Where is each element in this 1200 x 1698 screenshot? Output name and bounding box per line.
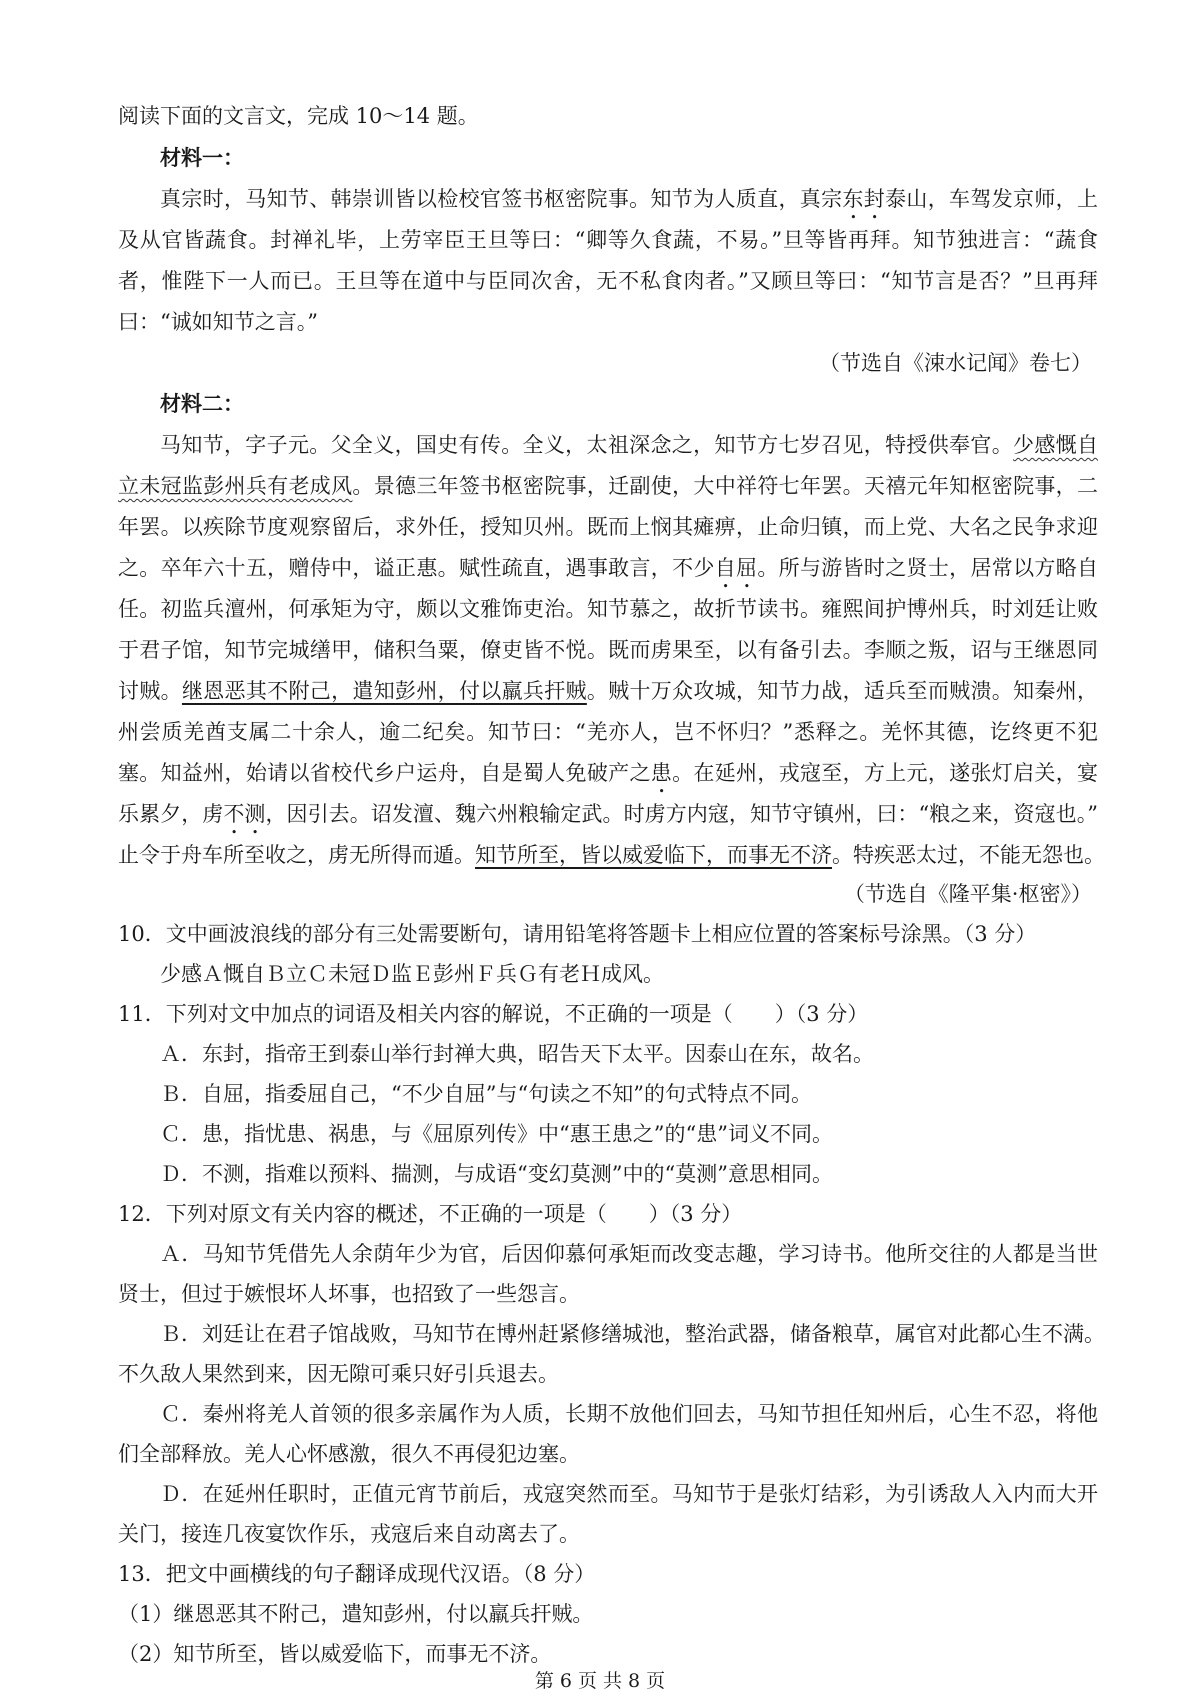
question-12-option-b-line-2: 不久敌人果然到来，因无隙可乘只好引兵退去。 <box>118 1362 559 1386</box>
question-13-sentence-2: （2）知节所至，皆以威爱临下，而事无不济。 <box>118 1642 552 1666</box>
question-11-option-a: Ａ．东封，指帝王到泰山举行封禅大典，昭告天下太平。因泰山在东，故名。 <box>160 1042 874 1066</box>
question-11-option-c: Ｃ．患，指忧患、祸患，与《屈原列传》中“惠王患之”的“患”词义不同。 <box>160 1122 833 1146</box>
material-two-source: （节选自《隆平集·枢密》） <box>843 882 1092 906</box>
material-one-line-2: 及从官皆蔬食。封禅礼毕，上劳宰臣王旦等曰：“卿等久食蔬，不易。”旦等皆再拜。知节独进言：“蔬食 <box>118 228 1098 252</box>
material-two-line-5: 任。初监兵澶州，何承矩为守，颇以文雅饰吏治。知节慕之，故折节读书。雍熙间护博州兵，时刘廷让败 <box>118 597 1098 621</box>
question-11-option-d: Ｄ．不测，指难以预料、揣测，与成语“变幻莫测”中的“莫测”意思相同。 <box>160 1162 833 1186</box>
underlined-sentence-1: 继恩恶其不附己，遣知彭州，付以羸兵扞贼 <box>181 679 587 703</box>
material-two-line-2: 立未冠监彭州兵有老成风。景德三年签书枢密院事，迁副使，大中祥符七年罢。天禧元年知枢密院事，二 <box>118 474 1098 498</box>
question-10-stem: 10．文中画波浪线的部分有三处需要断句，请用铅笔将答题卡上相应位置的答案标号涂黑。（3 分） <box>118 922 1037 946</box>
reading-instruction: 阅读下面的文言文，完成 10～14 题。 <box>118 104 479 128</box>
material-two-line-9: 塞。知益州，始请以省校代乡户运舟，自是蜀人免破产之患。在延州，戎寇至，方上元，遂张灯启关，宴 <box>118 761 1099 785</box>
material-two-line-10: 乐累夕，虏不测，因引去。诏发澶、魏六州粮输定武。时虏方内寇，知节守镇州，曰：“粮之来，资寇也。” <box>118 802 1099 826</box>
material-one-line-3: 者，惟陛下一人而已。王旦等在道中与臣同次舍，无不私食肉者。”又顾旦等曰：“知节言是否？”旦再拜 <box>118 269 1098 293</box>
question-12-option-c-line-1: Ｃ．秦州将羌人首领的很多亲属作为人质，长期不放他们回去，马知节担任知州后，心生不忍，将他 <box>160 1402 1098 1426</box>
page-number: 第 6 页 共 8 页 <box>534 1670 666 1692</box>
material-one-title: 材料一： <box>160 145 244 170</box>
question-12-stem: 12．下列对原文有关内容的概述，不正确的一项是（ ）（3 分） <box>118 1202 743 1226</box>
material-two-line-6: 于君子馆，知节完城缮甲，储积刍粟，僚吏皆不悦。既而虏果至，以有备引去。李顺之叛，诏与王继恩同 <box>118 638 1098 662</box>
question-13-sentence-1: （1）继恩恶其不附己，遣知彭州，付以羸兵扞贼。 <box>118 1602 594 1626</box>
material-two-line-7: 讨贼。继恩恶其不附己，遣知彭州，付以羸兵扞贼。贼十万众攻城，知节力战，适兵至而贼溃。知秦州， <box>118 679 1099 703</box>
question-12-option-c-line-2: 们全部释放。羌人心怀感激，很久不再侵犯边塞。 <box>118 1442 580 1466</box>
dotted-word-bu-ce: 不测 <box>223 802 266 826</box>
material-two-line-4: 之。卒年六十五，赠侍中，谥正惠。赋性疏直，遇事敢言，不少自屈。所与游皆时之贤士，居常以方略自 <box>118 556 1099 580</box>
question-12-option-d-line-1: Ｄ．在延州任职时，正值元宵节前后，戎寇突然而至。马知节于是张灯结彩，为引诱敌人入内而大开 <box>160 1482 1098 1506</box>
dotted-word-dongfeng: 东封 <box>842 187 886 211</box>
question-13-stem: 13．把文中画横线的句子翻译成现代汉语。（8 分） <box>118 1562 596 1586</box>
question-12-option-a-line-1: Ａ．马知节凭借先人余荫年少为官，后因仰慕何承矩而改变志趣，学习诗书。他所交往的人都是当世 <box>160 1242 1098 1266</box>
question-12-option-b-line-1: Ｂ．刘廷让在君子馆战败，马知节在博州赶紧修缮城池，整治武器，储备粮草，属官对此都心生不满。 <box>160 1322 1105 1346</box>
question-11-option-b: Ｂ．自屈，指委屈自己，“不少自屈”与“句读之不知”的句式特点不同。 <box>160 1082 812 1106</box>
material-one-source: （节选自《涑水记闻》卷七） <box>819 351 1092 375</box>
material-two-line-1: 马知节，字子元。父全义，国史有传。全义，太祖深念之，知节方七岁召见，特授供奉官。少感慨自 <box>160 433 1099 457</box>
material-one-line-4: 曰：“诚如知节之言。” <box>118 310 318 334</box>
dotted-word-ziqu: 自屈 <box>714 556 758 580</box>
material-two-line-8: 州尝质羌酋支属二十余人，逾二纪矣。知节曰：“羌亦人，岂不怀归？”悉释之。羌怀其德，讫终更不犯 <box>118 720 1098 744</box>
underlined-sentence-2: 知节所至，皆以威爱临下，而事无不济 <box>475 843 832 867</box>
material-one-line-1: 真宗时，马知节、韩崇训皆以检校官签书枢密院事。知节为人质直，真宗东封泰山，车驾发京师，上 <box>160 187 1099 211</box>
dotted-word-huan: 患 <box>650 761 673 785</box>
question-11-stem: 11．下列对文中加点的词语及相关内容的解说，不正确的一项是（ ）（3 分） <box>118 1002 869 1026</box>
question-12-option-d-line-2: 关门，接连几夜宴饮作乐，戎寇后来自动离去了。 <box>118 1522 580 1546</box>
material-two-line-11: 止令于舟车所至收之，虏无所得而遁。知节所至，皆以威爱临下，而事无不济。特疾恶太过，不能无怨也。 <box>118 843 1105 867</box>
question-10-sentence: 少感Ａ慨自Ｂ立Ｃ未冠Ｄ监Ｅ彭州Ｆ兵Ｇ有老Ｈ成风。 <box>160 962 664 986</box>
material-two-title: 材料二： <box>160 391 244 416</box>
wavy-underlined-text: 少感慨自 <box>1013 433 1099 457</box>
wavy-underlined-text: 立未冠监彭州兵有老成风 <box>118 474 353 498</box>
material-two-line-3: 年罢。以疾除节度观察留后，求外任，授知贝州。既而上悯其瘫痹，止命归镇，而上党、大名之民争求迎 <box>118 515 1098 539</box>
question-12-option-a-line-2: 贤士，但过于嫉恨坏人坏事，也招致了一些怨言。 <box>118 1282 580 1306</box>
